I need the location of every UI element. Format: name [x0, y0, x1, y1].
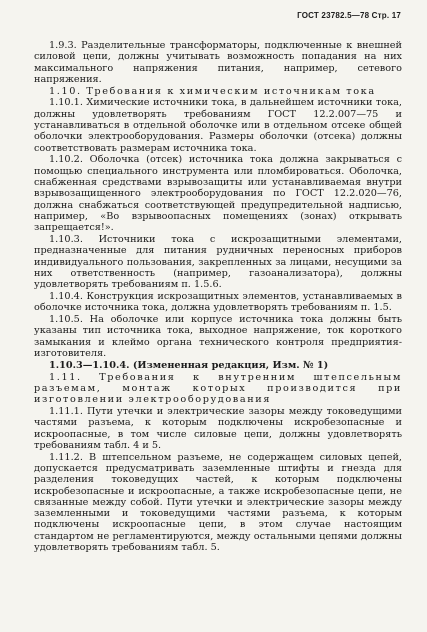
paragraph-1-11-2: 1.11.2. В штепсельном разъеме, не содержащем силовых цепей, допускается предусматривать заземленные штифты и гнезда для разделения токоведущих частей, к которым подключены искробезопасные и искроопасные, а также искробезопасные цепи, не связанные между собой. Пути утечки и электрические зазоры между заземленными и токоведущими частями разъема, к которым подключены искроопасные цепи, в этом случае настоящим стандартом не регламентируются, между остальными цепями должны удовлетворять требованиям табл. 5. [34, 451, 402, 554]
body-text [34, 40, 402, 554]
section-heading-1-10: 1.10. Требования к химическим источникам тока [49, 85, 376, 97]
paragraph-1-10-3: 1.10.3. Источники тока с искрозащитными элементами, предназначенные для питания рудничных переносных приборов индивидуального пользования, закрепленных за лицами, несущими за них ответственность (например, газоанализатора), должны удовлетворять требованиям п. 1.5.6. [34, 234, 402, 291]
paragraph-1-10-4: 1.10.4. Конструкция искрозащитных элементов, устанавливаемых в оболочке источника тока, должна удовлетворять требованиям п. 1.5. [34, 291, 402, 314]
paragraph-1-10-5: 1.10.5. На оболочке или корпусе источника тока должны быть указаны тип источника тока, выходное напряжение, ток короткого замыкания и клеймо органа технического контроля предприятия-изготовителя. [34, 314, 402, 360]
paragraph-1-9-3: 1.9.3. Разделительные трансформаторы, подключенные к внешней силовой цепи, должны учитывать возможность попадания на них максимального напряжения питания, например, сетевого напряжения. [34, 40, 402, 85]
paragraph-1-11-1: 1.11.1. Пути утечки и электрические зазоры между токоведущими частями разъема, к которым подключены искробезопасные и искроопасные, в том числе силовые цепи, должны удовлетворять требованиям табл. 4 и 5. [34, 406, 402, 451]
paragraph-1-10-1: 1.10.1. Химические источники тока, в дальнейшем источники тока, должны удовлетворять требованиям ГОСТ 12.2.007—75 и устанавливаться в отдельной оболочке или в отдельном отсеке общей оболочки электрооборудования. Размеры оболочки (отсека) должны соответствовать размерам источника тока. [34, 97, 402, 154]
section-heading-1-11: 1.11. Требования к внутренним штепсельным разъемам, монтаж которых производится при изготовлении электрооборудования [34, 371, 402, 406]
revision-note: 1.10.3—1.10.4. (Измененная редакция, Изм. № 1) [49, 359, 329, 371]
paragraph-1-10-2: 1.10.2. Оболочка (отсек) источника тока должна закрываться с помощью специального инструмента или пломбироваться. Оболочка, снабженная средствами взрывозащиты или устанавливаемая внутри взрывозащищенного электрооборудования по ГОСТ 12.2.020—76, должна снабжаться соответствующей предупредительной надписью, например, «Во взрывоопасных помещениях (зонах) открывать запрещается!». [34, 154, 402, 234]
page-header: ГОСТ 23782.5—78 Стр. 17 [297, 11, 401, 20]
